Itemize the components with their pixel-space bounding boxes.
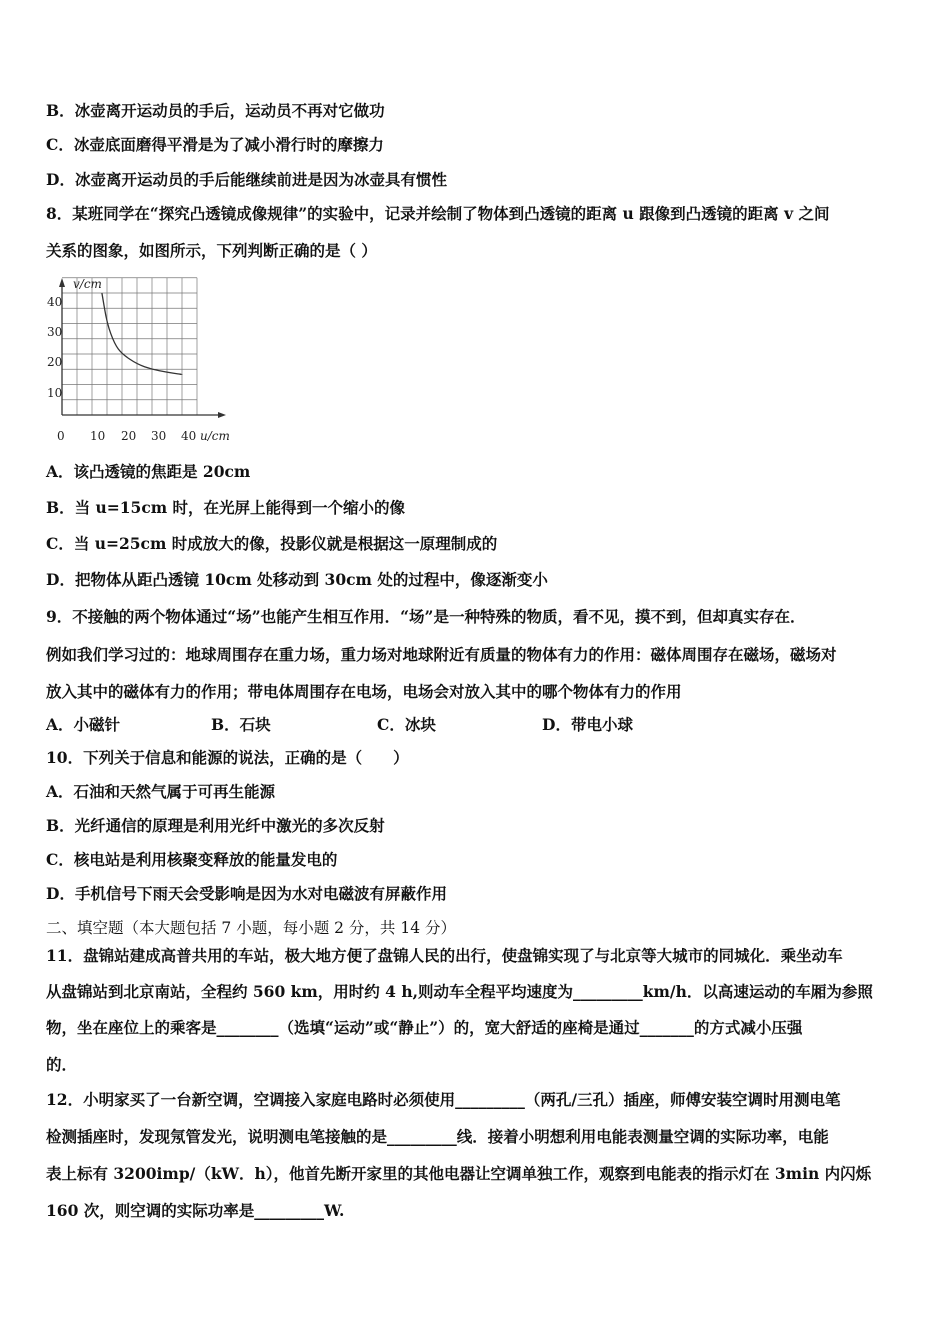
y-tick-label: 10 [47,386,63,400]
x-tick-label: 30 [151,429,167,443]
q12-line4: 160 次，则空调的实际功率是_________W. [46,1201,345,1220]
y-axis-label: v/cm [73,277,102,291]
q10-option-c: C．核电站是利用核聚变释放的能量发电的 [46,850,338,869]
x-tick-label: 40 [181,429,197,443]
q12-line3: 表上标有 3200imp/（kW．h），他首先断开家里的其他电器让空调单独工作，观察到电能表的指示灯在 3min 内闪烁 [46,1164,872,1183]
q8-option-a: A．该凸透镜的焦距是 20cm [46,462,251,481]
q10-option-d: D．手机信号下雨天会受影响是因为水对电磁波有屏蔽作用 [46,884,447,903]
y-tick-label: 40 [47,295,63,309]
q9-line3: 放入其中的磁体有力的作用；带电体周围存在电场，电场会对放入其中的哪个物体有力的作用 [46,682,682,701]
x-tick-label: 10 [90,429,106,443]
q11-line3: 物，坐在座位上的乘客是________（选填“运动”或“静止”）的，宽大舒适的座椅是通过_______的方式减小压强 [46,1018,803,1037]
q11-line2: 从盘锦站到北京南站，全程约 560 km，用时约 4 h,则动车全程平均速度为_________km/h．以高速运动的车厢为参照 [46,982,873,1001]
q10-option-b: B．光纤通信的原理是利用光纤中激光的多次反射 [46,816,385,835]
q9-option-c: C．冰块 [377,715,436,734]
x-axis-label: u/cm [200,429,230,443]
q10-stem: 10．下列关于信息和能源的说法，正确的是（ ） [46,748,409,767]
q12-line2: 检测插座时，发现氖管发光，说明测电笔接触的是_________线．接着小明想利用电能表测量空调的实际功率，电能 [46,1127,829,1146]
q8-option-c: C．当 u=25cm 时成放大的像，投影仪就是根据这一原理制成的 [46,534,498,553]
lens-uv-chart [40,272,240,447]
q8-option-d: D．把物体从距凸透镜 10cm 处移动到 30cm 处的过程中，像逐渐变小 [46,570,548,589]
chart-grid [62,278,197,415]
q8-stem-line2: 关系的图象，如图所示，下列判断正确的是（ ） [46,241,377,260]
q12-line1: 12．小明家买了一台新空调，空调接入家庭电路时必须使用_________（两孔/三孔）插座，师傅安装空调时用测电笔 [46,1090,841,1109]
q8-option-b: B．当 u=15cm 时，在光屏上能得到一个缩小的像 [46,498,406,517]
q9-option-a: A．小磁针 [46,715,121,734]
y-tick-label: 20 [47,355,63,369]
y-tick-label: 30 [47,325,63,339]
q11-line1: 11．盘锦站建成高普共用的车站，极大地方便了盘锦人民的出行，使盘锦实现了与北京等大城市的同城化．乘坐动车 [46,946,843,965]
q7-option-b: B．冰壶离开运动员的手后，运动员不再对它做功 [46,101,385,120]
y-axis-arrow [59,278,65,287]
q8-stem-line1: 8．某班同学在“探究凸透镜成像规律”的实验中，记录并绘制了物体到凸透镜的距离 u 跟像到凸透镜的距离 v 之间 [46,204,830,223]
q9-option-d: D．带电小球 [542,715,633,734]
x-axis-arrow [218,412,226,418]
q9-line2: 例如我们学习过的：地球周围存在重力场，重力场对地球附近有质量的物体有力的作用：磁体周围存在磁场，磁场对 [46,645,837,664]
x-tick-label: 20 [121,429,137,443]
q11-line4: 的． [46,1055,78,1074]
x-tick-label: 0 [57,429,65,443]
q10-option-a: A．石油和天然气属于可再生能源 [46,782,276,801]
q9-option-b: B．石块 [211,715,271,734]
q7-option-c: C．冰壶底面磨得平滑是为了减小滑行时的摩擦力 [46,135,384,154]
q9-line1: 9．不接触的两个物体通过“场”也能产生相互作用．“场”是一种特殊的物质，看不见，摸不到，但却真实存在． [46,607,806,626]
chart-curve [102,293,182,374]
section-heading: 二、填空题（本大题包括 7 小题，每小题 2 分，共 14 分） [46,919,457,937]
q7-option-d: D．冰壶离开运动员的手后能继续前进是因为冰壶具有惯性 [46,170,447,189]
